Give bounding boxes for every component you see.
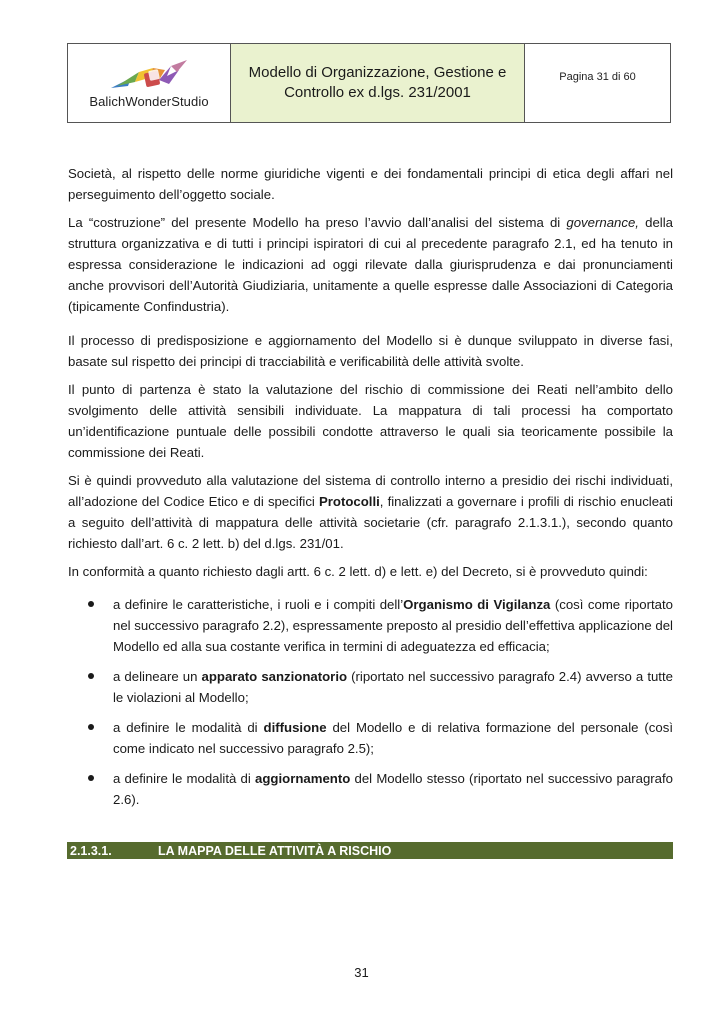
list-item	[68, 666, 673, 708]
company-name: BalichWonderStudio	[89, 93, 209, 109]
list-item-text-cont: (così come riportato nel successivo paragrafo 2.2), espressamente preposto al presidio dell’effettiva applicazione del Modello ed alla sua costante verifica in termini di adeguatezza ed efficacia;	[113, 597, 673, 654]
page-number: 31	[354, 965, 369, 980]
paragraph-2-italic: governance,	[566, 215, 639, 230]
list-item	[68, 594, 673, 657]
bullet-list	[68, 594, 673, 810]
page-info: Pagina 31 di 60	[559, 71, 636, 83]
section-number: 2.1.3.1.	[70, 843, 112, 858]
paragraph-5	[68, 470, 673, 554]
list-item-text: a definire le caratteristiche, i ruoli e i compiti dell’	[113, 597, 404, 612]
document-title	[231, 44, 525, 122]
bullet-icon	[88, 775, 94, 781]
document-header	[67, 43, 671, 123]
paragraph-4: Il punto di partenza è stato la valutazione del rischio di commissione dei Reati nell’ambito dello svolgimento delle attività sensibili individuate. La mappatura di tali processi ha comportato un’identificazione puntuale delle possibili condotte attraverso le quali sia teoricamente possibile la commissione dei Reati.	[68, 382, 673, 460]
paragraph-5-bold: Protocolli	[318, 494, 380, 509]
bullet-icon	[88, 724, 94, 730]
list-item-bold: diffusione	[263, 720, 327, 735]
list-item-bold: apparato sanzionatorio	[201, 669, 348, 684]
paragraph-5-text-cont: , finalizzati a governare i profili di rischio enucleati a seguito dell’attività di mappatura delle attività societarie (cfr. paragrafo 2.1.3.1.), secondo quanto richiesto dall’art. 6 c. 2 lett. b) del d.lgs. 231/01.	[68, 494, 673, 551]
document-title-line1: Modello di Organizzazione, Gestione e	[248, 64, 507, 81]
paragraph-3: Il processo di predisposizione e aggiornamento del Modello si è dunque sviluppato in diverse fasi, basate sul rispetto dei principi di tracciabilità e verificabilità delle attività svolte.	[68, 333, 673, 369]
list-item-text: a definire le modalità di	[113, 720, 264, 735]
bullet-icon	[88, 601, 94, 607]
list-item-bold: aggiornamento	[255, 771, 351, 786]
list-item	[68, 717, 673, 759]
rainbow-lightning-logo-icon	[109, 58, 189, 92]
list-item-bold: Organismo di Vigilanza	[403, 597, 551, 612]
paragraph-6: In conformità a quanto richiesto dagli artt. 6 c. 2 lett. d) e lett. e) del Decreto, si è provveduto quindi:	[68, 564, 648, 579]
list-item-text: a definire le modalità di	[113, 771, 256, 786]
company-logo	[68, 44, 231, 122]
list-item-text-cont: (riportato nel successivo paragrafo 2.4) avverso a tutte le violazioni al Modello;	[113, 669, 673, 705]
paragraph-5-text: Si è quindi provveduto alla valutazione del sistema di controllo interno a presidio dei rischi individuati, all’adozione del Codice Etico e di specifici	[68, 473, 673, 509]
list-item-text-cont: del Modello stesso (riportato nel successivo paragrafo 2.6).	[113, 771, 674, 807]
paragraph-1: Società, al rispetto delle norme giuridiche vigenti e dei fondamentali principi di etica degli affari nel perseguimento dell’oggetto sociale.	[68, 166, 673, 202]
bullet-icon	[88, 673, 94, 679]
section-title: LA MAPPA DELLE ATTIVITÀ A RISCHIO	[158, 843, 392, 858]
section-heading	[67, 842, 673, 859]
paragraph-2	[68, 212, 673, 317]
paragraph-2-text-cont: della struttura organizzativa e di tutti i principi ispiratori di cui al precedente paragrafo 2.1, ed ha tenuto in espressa considerazione le indicazioni ad oggi rilevate dalla giurisprudenza e dai pronunciamenti anche provvisori dell’Autorità Giudiziaria, unitamente a quelle espresse dalle Associazioni di Categoria (tipicamente Confindustria).	[68, 215, 673, 314]
document-body	[68, 163, 673, 819]
paragraph-2-text: La “costruzione” del presente Modello ha preso l’avvio dall’analisi del sistema di	[68, 215, 567, 230]
list-item-text-cont: del Modello e di relativa formazione del personale (così come indicato nel successivo paragrafo 2.5);	[113, 720, 673, 756]
list-item-text: a delineare un	[113, 669, 202, 684]
document-title-line2: Controllo ex d.lgs. 231/2001	[284, 84, 471, 101]
list-item	[68, 768, 673, 810]
